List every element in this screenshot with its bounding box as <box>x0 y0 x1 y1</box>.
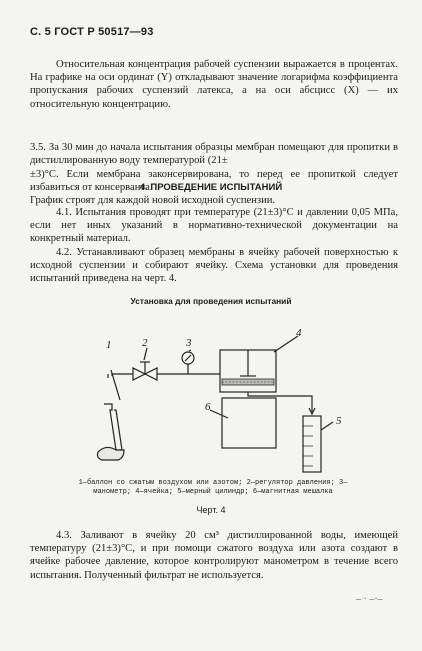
gas-cylinder <box>98 370 125 460</box>
manometer <box>182 350 194 374</box>
figure-title: Установка для проведения испытаний <box>130 296 292 306</box>
pressure-regulator <box>133 348 157 380</box>
main-pipe <box>112 374 220 376</box>
page-header: С. 5 ГОСТ Р 50517—93 <box>30 26 154 38</box>
label-2: 2 <box>142 337 148 349</box>
leader-line-4 <box>274 336 298 352</box>
graduated-cylinder <box>303 416 333 472</box>
paragraph-4-3: 4.3. Заливают в ячейку 20 см³ дистиллированной воды, имеющей температуру (21±3)°С, и при помощи сжатого воздуха или азота создают в ячейке рабочее давление, которое контролируют манометром в течение всего испытания. Полученный фильтрат не используется. <box>30 530 398 581</box>
leader-line-5 <box>321 422 333 430</box>
paragraph-3-5 <box>30 128 398 207</box>
page-mark: – · –·– <box>356 594 383 605</box>
label-3: 3 <box>186 337 192 349</box>
label-6: 6 <box>205 401 211 413</box>
paragraph-4-1: 4.1. Испытания проводят при температуре (21±3)°С и давлении 0,05 МПа, если нет иных указаний в нормативно-технической документации на конкретный материал. <box>30 207 398 245</box>
paragraph-concentration: Относительная концентрация рабочей суспензии выражается в процентах. На графике на оси ординат (Y) откладывают значение логарифма коэффициента пропускания рабочих суспензий латекса, а на оси абсцисс (X) — их относительную концентрацию. <box>30 59 398 110</box>
section-title: 4. ПРОВЕДЕНИЕ ИСПЫТАНИЙ <box>139 182 283 193</box>
label-1: 1 <box>106 339 112 351</box>
leader-line-2 <box>144 348 147 360</box>
label-5: 5 <box>336 415 342 427</box>
apparatus-diagram <box>60 326 360 476</box>
paragraph-4-2: 4.2. Устанавливают образец мембраны в ячейку рабочей поверхностью к исходной суспензии и собирают ячейку. Схема установки для проведения испытаний приведена на черт. 4. <box>30 247 398 285</box>
label-4: 4 <box>296 327 302 339</box>
figure-caption: 1—баллон со сжатым воздухом или азотом; 2—регулятор давления; 3—манометр; 4—ячейка; 5—мерный цилиндр; 6—магнитная мешалка <box>78 479 348 497</box>
paragraph-graph-note: График строят для каждой новой исходной суспензии. <box>30 195 276 207</box>
paragraph-3-5-text: 3.5. За 30 мин до начала испытания образцы мембран помещают для пропитки в дистиллированную воду температурой (21± ±3)°С. Если мембрана законсервирована, то перед ее пропиткой следует избавиться от консерванта. <box>30 142 398 193</box>
magnetic-stirrer <box>210 398 276 448</box>
cell <box>220 336 298 392</box>
chart-label: Черт. 4 <box>196 505 226 515</box>
